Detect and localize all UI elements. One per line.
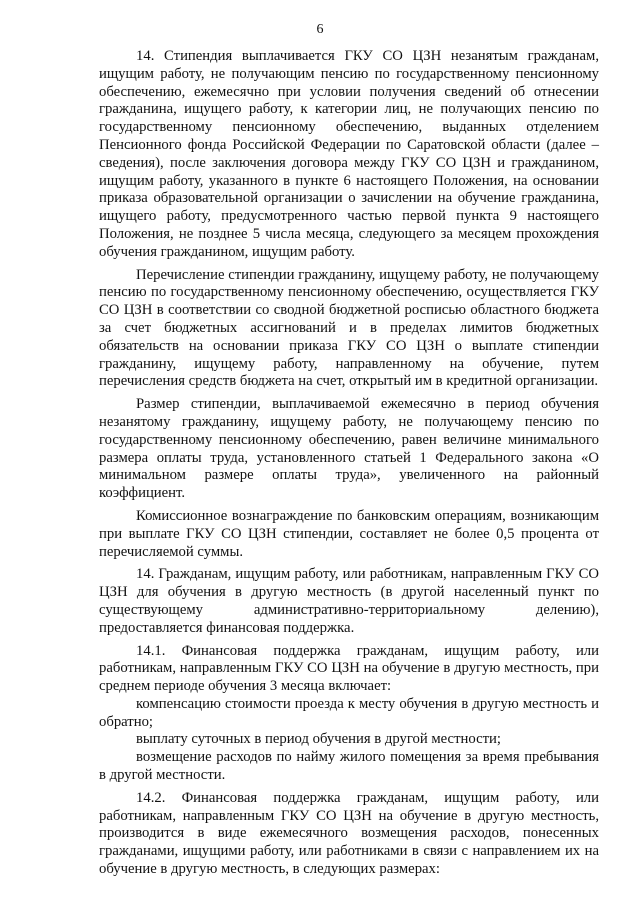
paragraph-housing-reimbursement: возмещение расходов по найму жилого помещения за время пребывания в другой местности. xyxy=(99,749,599,784)
paragraph-stipend-transfer: Перечисление стипендии гражданину, ищущему работу, не получающему пенсию по государственному пенсионному обеспечению, осуществляется ГКУ СО ЦЗН в соответствии со сводной бюджетной росписью областного бюджета за счет бюджетных ассигнований и в пределах лимитов бюджетных обязательств на основании приказа ГКУ СО ЦЗН о выплате стипендии гражданину, ищущему работу, направленному на обучение, путем перечисления средств бюджета на счет, открытый им в кредитной организации. xyxy=(99,266,599,390)
paragraph-bank-commission: Комиссионное вознаграждение по банковским операциям, возникающим при выплате ГКУ СО ЦЗН стипендии, составляет не более 0,5 процента от перечисляемой суммы. xyxy=(99,507,599,560)
paragraph-stipend-payment: 14. Стипендия выплачивается ГКУ СО ЦЗН незанятым гражданам, ищущим работу, не получающим пенсию по государственному пенсионному обеспечению, ежемесячно при условии получения сведений об отнесении гражданина, ищущего работу, к категории лиц, не получающих пенсию по государственному пенсионному обеспечению, выданных отделением Пенсионного фонда Российской Федерации по Саратовской области (далее – сведения), после заключения договора между ГКУ СО ЦЗН и гражданином, ищущим работу, указанного в пункте 6 настоящего Положения, на основании приказа образовательной организации о зачислении на обучение гражданина, ищущего работу, предусмотренного частью первой пункта 9 настоящего Положения, не позднее 5 числа месяца, следующего за месяцем прохождения обучения гражданином, ищущим работу. xyxy=(99,48,599,260)
page-number: 6 xyxy=(316,22,324,37)
paragraph-14-2: 14.2. Финансовая поддержка гражданам, ищущим работу, или работникам, направленным ГКУ СО ЦЗН на обучение в другую местность, производится в виде ежемесячного возмещения расходов, понесенных гражданами, ищущими работу, или работниками в связи с направлением их на обучение в другую местность, в следующих размерах: xyxy=(99,789,599,878)
document-body xyxy=(99,48,599,879)
paragraph-14-1: 14.1. Финансовая поддержка гражданам, ищущим работу, или работникам, направленным ГКУ СО ЦЗН на обучение в другую местность, при среднем периоде обучения 3 месяца включает: xyxy=(99,642,599,695)
paragraph-daily-allowance: выплату суточных в период обучения в другой местности; xyxy=(136,731,501,748)
paragraph-travel-compensation: компенсацию стоимости проезда к месту обучения в другую местность и обратно; xyxy=(99,695,599,730)
paragraph-stipend-amount: Размер стипендии, выплачиваемой ежемесячно в период обучения незанятому гражданину, ищущему работу, не получающему пенсию по государственному пенсионному обеспечению, равен величине минимального размера оплаты труда, установленного статьей 1 Федерального закона «О минимальном размере оплаты труда», увеличенного на районный коэффициент. xyxy=(99,396,599,502)
paragraph-financial-support: 14. Гражданам, ищущим работу, или работникам, направленным ГКУ СО ЦЗН для обучения в другую местность (в другой населенный пункт по существующему административно-территориальному делению), предоставляется финансовая поддержка. xyxy=(99,566,599,636)
